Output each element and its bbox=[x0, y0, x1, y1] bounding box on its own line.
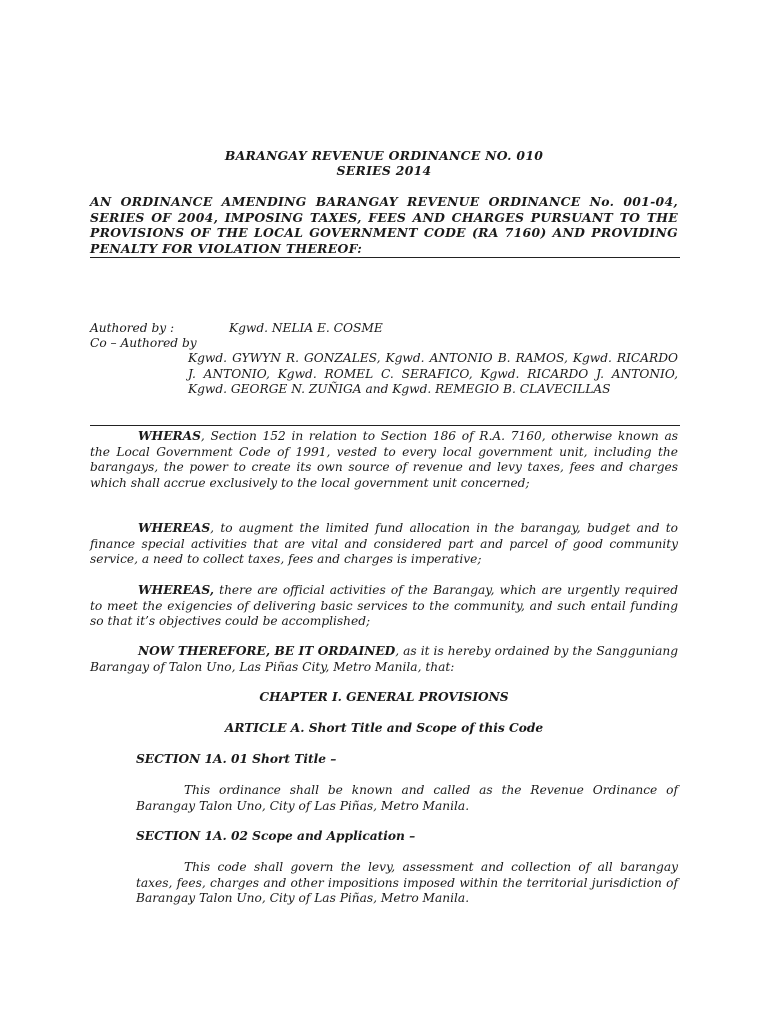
section-body-scope: This code shall govern the levy, assessment and collection of all barangay taxes, fees, charges and other impositions imposed within the territorial jurisdiction of Barangay Talon Uno, City of Las Piñas, Metro Manila. bbox=[136, 860, 678, 906]
ordained-paragraph bbox=[90, 644, 678, 675]
paragraph-lead: NOW THEREFORE, BE IT ORDAINED bbox=[138, 644, 396, 658]
section-body-short-title: This ordinance shall be known and called as the Revenue Ordinance of Barangay Talon Uno, City of Las Piñas, Metro Manila. bbox=[136, 783, 678, 813]
ordinance-title: AN ORDINANCE AMENDING BARANGAY REVENUE ORDINANCE No. 001-04, SERIES OF 2004, IMPOSING TAXES, FEES AND CHARGES PURSUANT TO THE PROVISIONS OF THE LOCAL GOVERNMENT CODE (RA 7160) AND PROVIDING PENALTY FOR VIOLATION THEREOF: bbox=[90, 194, 678, 256]
paragraph-lead: WHERAS bbox=[138, 429, 201, 443]
paragraph-lead: WHEREAS bbox=[138, 521, 211, 535]
title-rule bbox=[90, 257, 680, 258]
authors-rule bbox=[90, 425, 680, 426]
ordinance-series: SERIES 2014 bbox=[336, 163, 432, 178]
paragraph-text: , Section 152 in relation to Section 186 of R.A. 7160, otherwise known as the Local Government Code of 1991, vested to every local government unit, including the barangays, the power to create its own source of revenue and levy taxes, fees and charges which shall accrue exclusively to the local government unit concerned; bbox=[90, 429, 678, 490]
section-heading-short-title: SECTION 1A. 01 Short Title – bbox=[136, 752, 337, 766]
whereas-paragraph-1 bbox=[90, 429, 678, 491]
whereas-paragraph-2 bbox=[90, 521, 678, 568]
whereas-paragraph-3 bbox=[90, 583, 678, 630]
authored-by-label: Authored by : bbox=[90, 321, 175, 335]
article-heading: ARTICLE A. Short Title and Scope of this Code bbox=[224, 721, 544, 735]
paragraph-text: , to augment the limited fund allocation in the barangay, budget and to finance special activities that are vital and considered part and parcel of good community service, a need to collect taxes, fees and charges is imperative; bbox=[90, 521, 678, 567]
ordinance-number: BARANGAY REVENUE ORDINANCE NO. 010 bbox=[224, 148, 544, 163]
paragraph-text: , as it is hereby ordained by the Sangguniang Barangay of Talon Uno, Las Piñas City, Metro Manila, that: bbox=[90, 644, 679, 674]
paragraph-text: there are official activities of the Barangay, which are urgently required to meet the exigencies of delivering basic services to the community, and such entail funding so that it’s objectives could be accomplished; bbox=[90, 583, 678, 629]
co-authored-by-label: Co – Authored by bbox=[90, 336, 197, 350]
chapter-heading: CHAPTER I. GENERAL PROVISIONS bbox=[259, 690, 509, 704]
co-authors-names: Kgwd. GYWYN R. GONZALES, Kgwd. ANTONIO B. RAMOS, Kgwd. RICARDO J. ANTONIO, Kgwd. ROMEL C. SERAFICO, Kgwd. RICARDO J. ANTONIO, Kgwd. GEORGE N. ZUÑIGA and Kgwd. REMEGIO B. CLAVECILLAS bbox=[188, 351, 678, 397]
section-heading-scope: SECTION 1A. 02 Scope and Application – bbox=[136, 829, 416, 843]
paragraph-lead: WHEREAS, bbox=[138, 583, 214, 597]
authored-by-name: Kgwd. NELIA E. COSME bbox=[229, 321, 383, 335]
